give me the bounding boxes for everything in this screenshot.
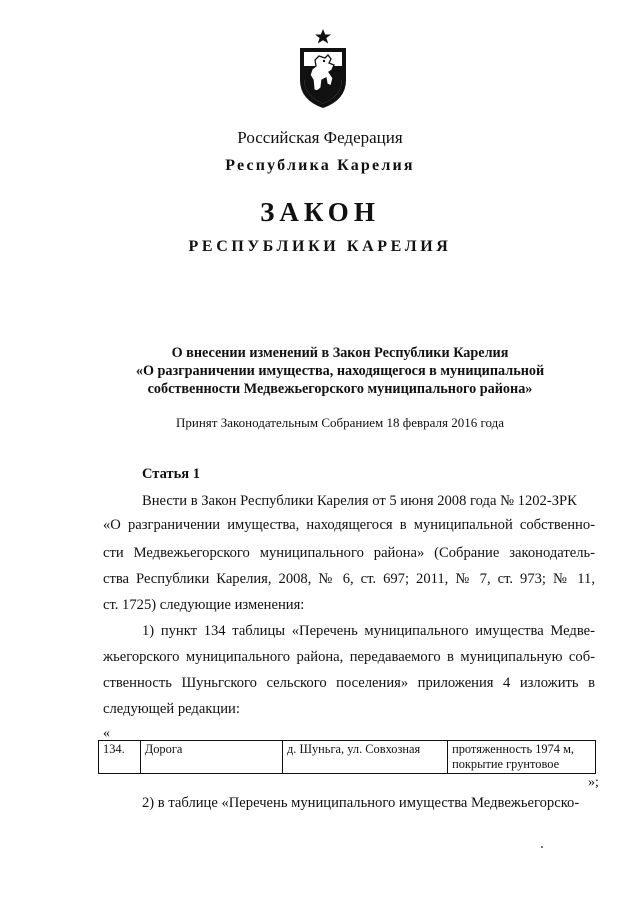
paragraph-line: следующей редакции: xyxy=(103,701,240,717)
specification-cell xyxy=(448,741,596,774)
paragraph-line: 2) в таблице «Перечень муниципального имущества Медвежьегорско- xyxy=(142,795,580,811)
scan-speck xyxy=(541,846,543,848)
law-title-line: собственности Медвежьегорского муниципального района» xyxy=(147,381,533,397)
karelia-coat-of-arms-icon xyxy=(296,28,350,110)
property-table xyxy=(98,740,596,774)
article-heading: Статья 1 xyxy=(142,466,200,482)
paragraph-line: 1) пункт 134 таблицы «Перечень муниципального имущества Медве- xyxy=(142,623,595,639)
paragraph-line: сти Медвежьегорского муниципального района» (Собрание законодатель- xyxy=(103,545,595,561)
paragraph-line: жьегорского муниципального района, передаваемого в муниципальную соб- xyxy=(103,649,595,665)
specification-line: покрытие грунтовое xyxy=(452,757,560,771)
object-name-cell: Дорога xyxy=(140,741,282,774)
adoption-note: Принят Законодательным Собранием 18 февраля 2016 года xyxy=(176,415,504,430)
specification-line: протяженность 1974 м, xyxy=(452,742,575,756)
address-cell: д. Шуньга, ул. Совхозная xyxy=(282,741,447,774)
document-type: ЗАКОН xyxy=(260,197,380,227)
document-issuer: РЕСПУБЛИКИ КАРЕЛИЯ xyxy=(188,238,452,255)
law-title-line: «О разграничении имущества, находящегося в муниципальной xyxy=(135,363,545,379)
closing-quote: »; xyxy=(588,775,599,790)
republic-name: Республика Карелия xyxy=(225,157,415,174)
paragraph-line: «О разграничении имущества, находящегося в муниципальной собственно- xyxy=(103,517,595,533)
paragraph-line: ства Республики Карелия, 2008, № 6, ст. 697; 2011, № 7, ст. 973; № 11, xyxy=(103,571,595,587)
row-number-cell: 134. xyxy=(99,741,141,774)
paragraph-line: Внести в Закон Республики Карелия от 5 июня 2008 года № 1202-ЗРК xyxy=(142,493,577,509)
law-title-line: О внесении изменений в Закон Республики Карелия xyxy=(171,345,509,361)
paragraph-line: ственность Шуньгского сельского поселения» приложения 4 изложить в xyxy=(103,675,595,691)
opening-quote: « xyxy=(103,726,110,741)
country-name: Российская Федерация xyxy=(237,128,403,147)
table-row xyxy=(99,741,596,774)
paragraph-line: ст. 1725) следующие изменения: xyxy=(103,597,305,613)
